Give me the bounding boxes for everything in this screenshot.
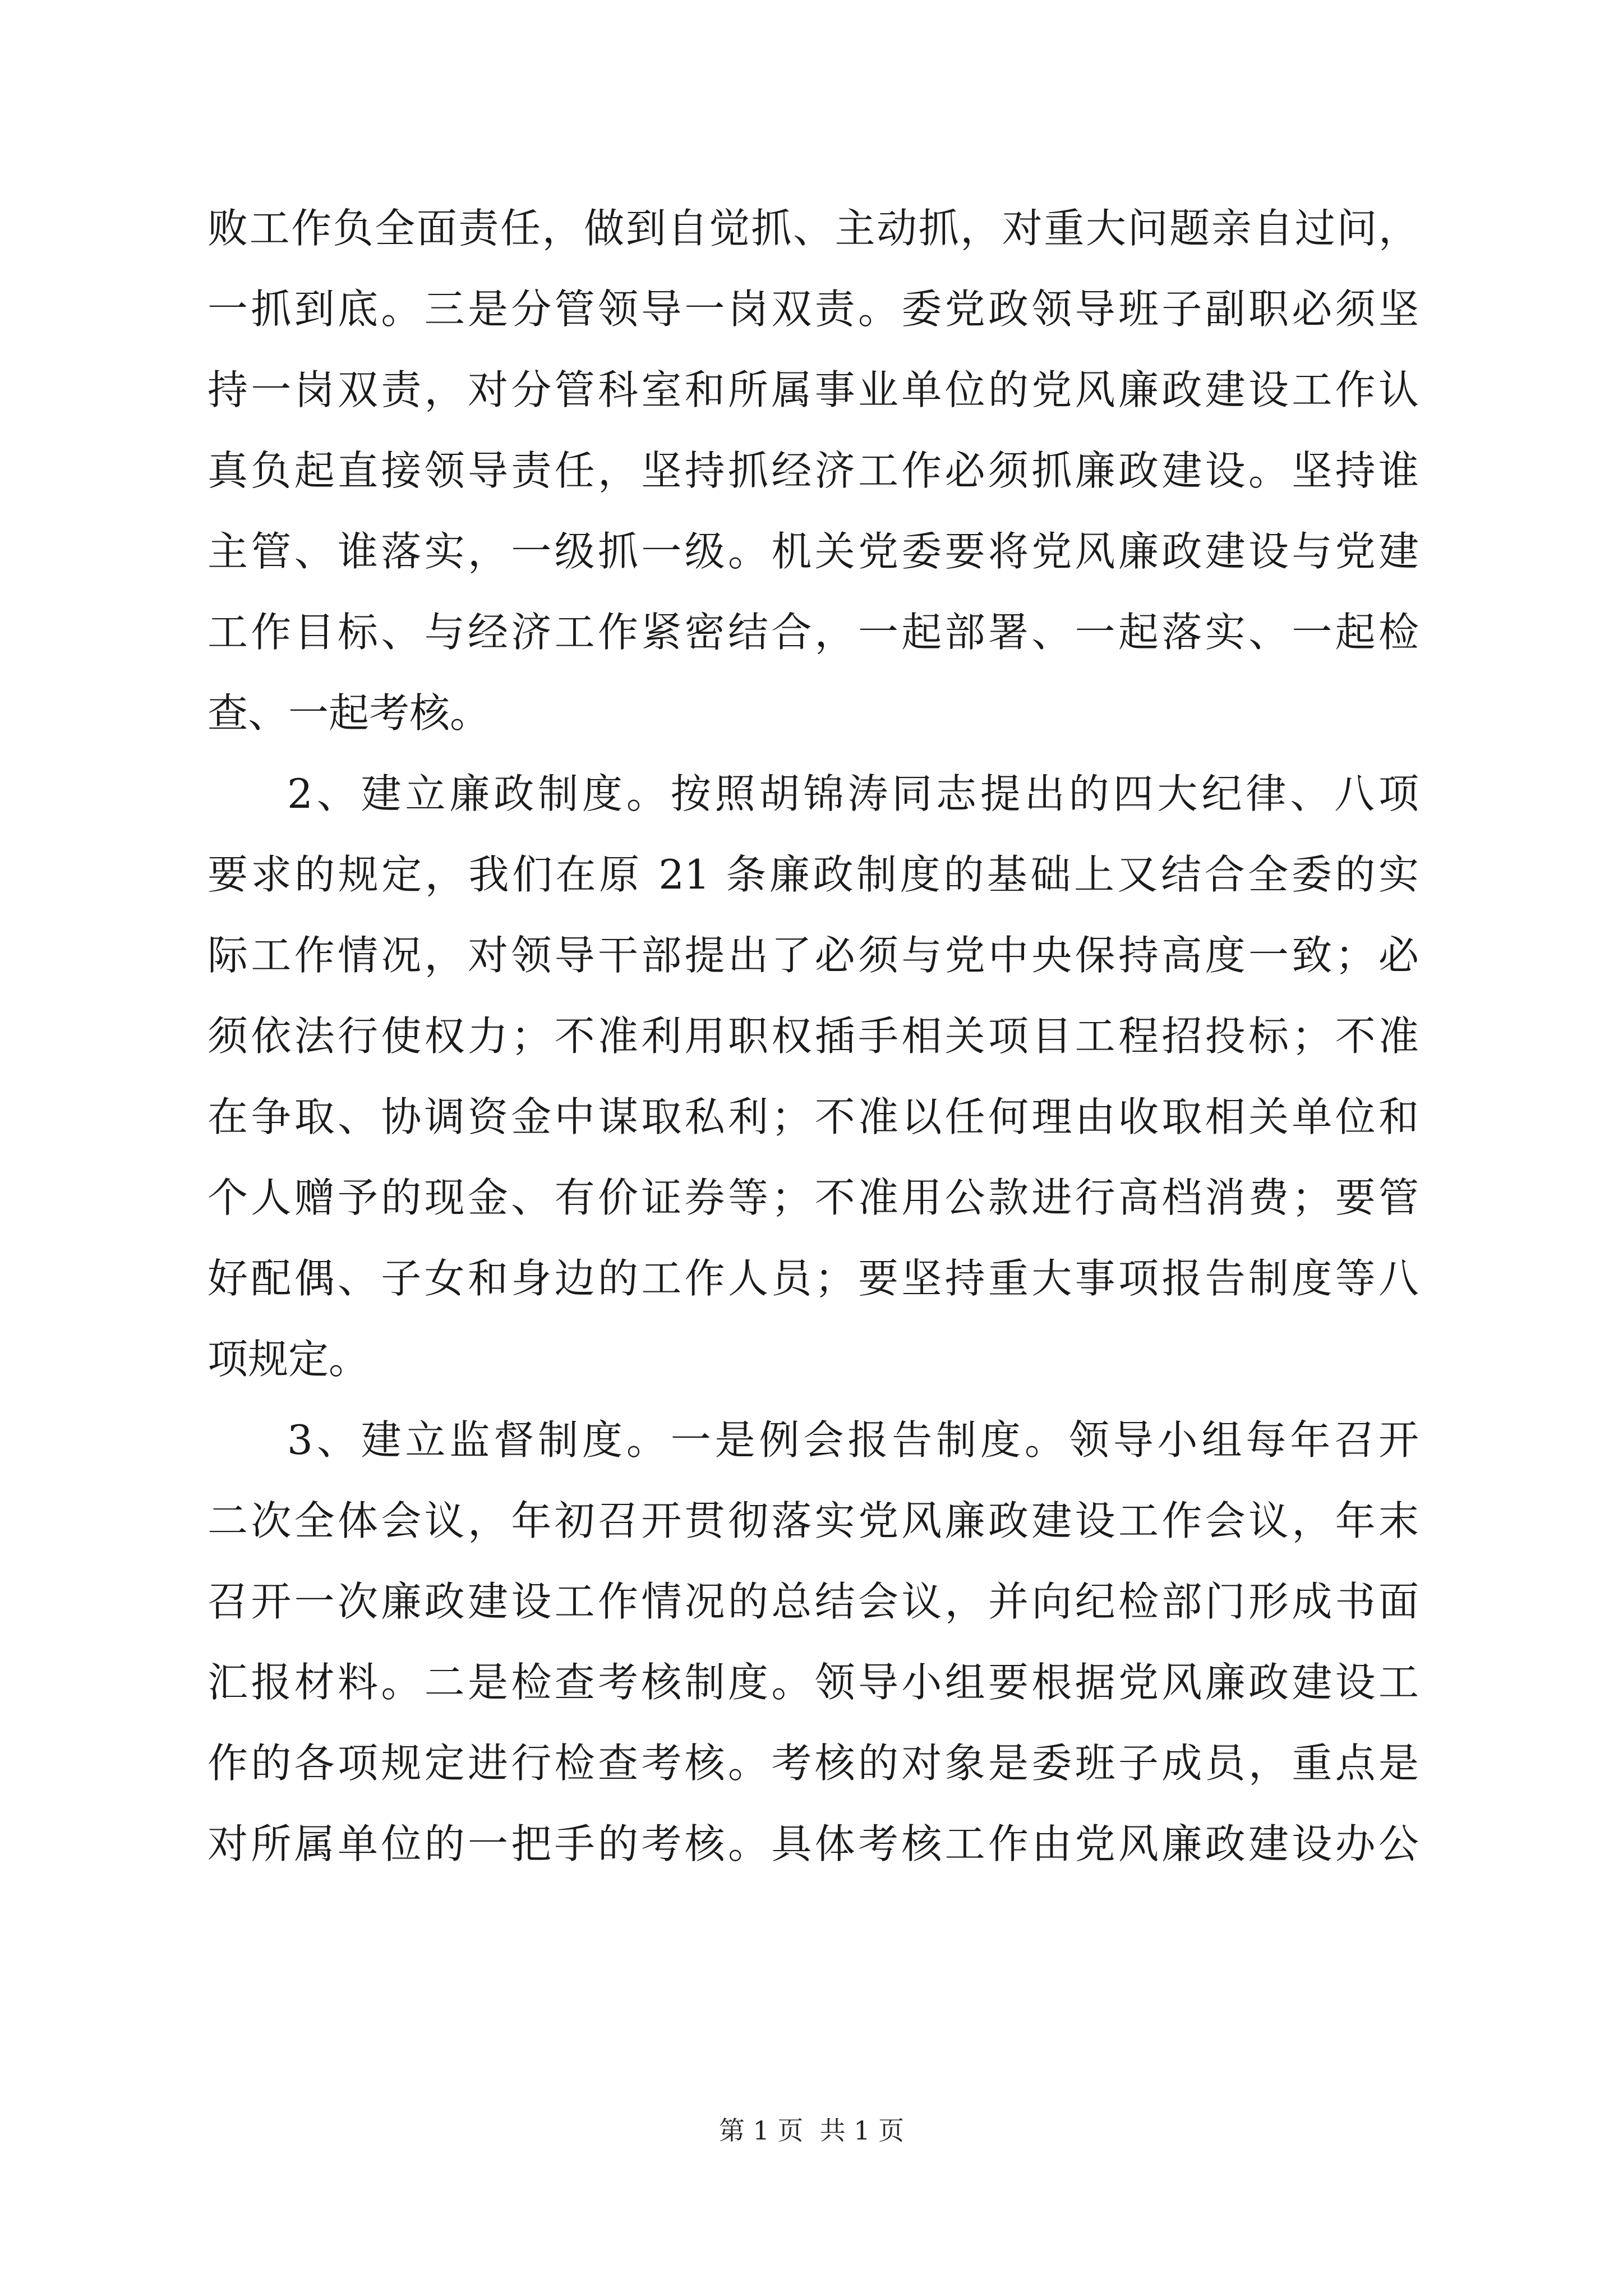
page-footer (0, 2114, 1623, 2147)
text-line: 败工作负全面责任，做到自觉抓、主动抓，对重大问题亲自过问， (208, 205, 1419, 252)
page-number-label: 第 1 页 共 1 页 (718, 2115, 905, 2146)
text-line: 作的各项规定进行检查考核。考核的对象是委班子成员，重点是 (208, 1740, 1419, 1787)
text-line: 个人赠予的现金、有价证券等；不准用公款进行高档消费；要管 (208, 1174, 1419, 1221)
text-line: 际工作情况，对领导干部提出了必须与党中央保持高度一致；必 (208, 932, 1419, 979)
document-body (208, 188, 1419, 1884)
paragraph-first-line: 3、建立监督制度。一是例会报告制度。领导小组每年召开 (287, 1416, 1419, 1464)
text-line: 一抓到底。三是分管领导一岗双责。委党政领导班子副职必须坚 (208, 286, 1419, 333)
text-line: 好配偶、子女和身边的工作人员；要坚持重大事项报告制度等八 (208, 1255, 1419, 1302)
text-line: 召开一次廉政建设工作情况的总结会议，并向纪检部门形成书面 (208, 1578, 1419, 1625)
paragraph-first-line: 2、建立廉政制度。按照胡锦涛同志提出的四大纪律、八项 (287, 770, 1419, 817)
text-line: 主管、谁落实，一级抓一级。机关党委要将党风廉政建设与党建 (208, 528, 1419, 575)
text-line: 汇报材料。二是检查考核制度。领导小组要根据党风廉政建设工 (208, 1659, 1419, 1706)
text-line: 真负起直接领导责任，坚持抓经济工作必须抓廉政建设。坚持谁 (208, 447, 1419, 494)
text-line: 项规定。 (208, 1336, 370, 1383)
text-line: 在争取、协调资金中谋取私利；不准以任何理由收取相关单位和 (208, 1093, 1419, 1140)
text-line: 查、一起考核。 (208, 689, 491, 737)
text-line: 要求的规定，我们在原 21 条廉政制度的基础上又结合全委的实 (208, 851, 1419, 898)
text-line: 对所属单位的一把手的考核。具体考核工作由党风廉政建设办公 (208, 1820, 1419, 1867)
text-line: 须依法行使权力；不准利用职权插手相关项目工程招投标；不准 (208, 1013, 1419, 1060)
text-line: 工作目标、与经济工作紧密结合，一起部署、一起落实、一起检 (208, 609, 1419, 656)
text-line: 二次全体会议，年初召开贯彻落实党风廉政建设工作会议，年末 (208, 1497, 1419, 1544)
text-line: 持一岗双责，对分管科室和所属事业单位的党风廉政建设工作认 (208, 366, 1419, 413)
